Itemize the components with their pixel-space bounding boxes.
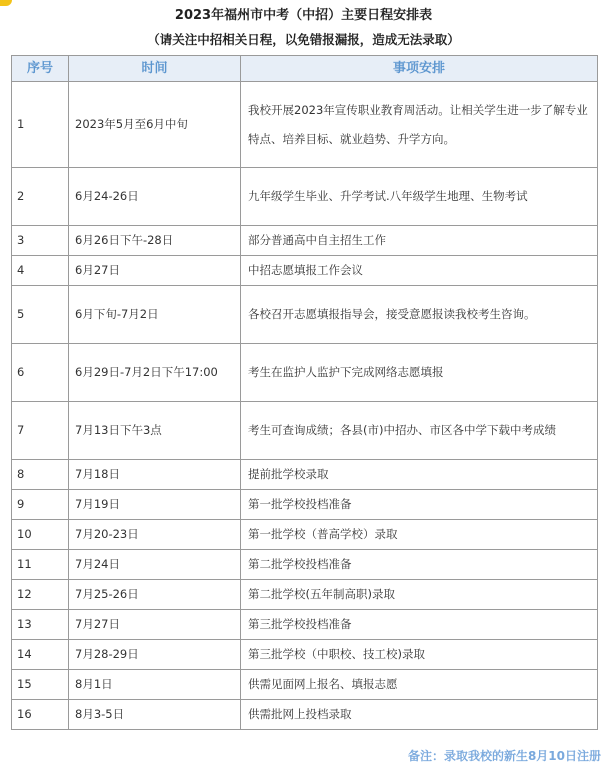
table-row	[12, 610, 598, 640]
row-number: 4	[12, 256, 69, 286]
row-number: 14	[12, 640, 69, 670]
row-date: 7月19日	[69, 490, 241, 520]
row-number: 13	[12, 610, 69, 640]
table-row	[12, 580, 598, 610]
table-row	[12, 460, 598, 490]
row-number: 6	[12, 344, 69, 402]
row-date: 6月下旬-7月2日	[69, 286, 241, 344]
row-number: 5	[12, 286, 69, 344]
row-number: 11	[12, 550, 69, 580]
table-row	[12, 490, 598, 520]
row-date: 7月18日	[69, 460, 241, 490]
schedule-table	[11, 55, 598, 730]
row-date: 8月1日	[69, 670, 241, 700]
table-row	[12, 286, 598, 344]
row-task: 提前批学校录取	[241, 460, 598, 490]
table-row	[12, 550, 598, 580]
row-date: 7月24日	[69, 550, 241, 580]
page-subtitle: （请关注中招相关日程，以免错报漏报，造成无法录取）	[147, 32, 460, 47]
row-task: 供需见面网上报名、填报志愿	[241, 670, 598, 700]
row-task: 各校召开志愿填报指导会，接受意愿报读我校考生咨询。	[241, 286, 598, 344]
table-header-row	[12, 56, 598, 82]
row-number: 7	[12, 402, 69, 460]
row-task: 考生在监护人监护下完成网络志愿填报	[241, 344, 598, 402]
row-date: 8月3-5日	[69, 700, 241, 730]
row-date: 7月28-29日	[69, 640, 241, 670]
row-date: 2023年5月至6月中旬	[69, 82, 241, 168]
row-date: 7月25-26日	[69, 580, 241, 610]
column-header-date: 时间	[69, 56, 241, 82]
row-number: 8	[12, 460, 69, 490]
table-row	[12, 402, 598, 460]
row-task: 考生可查询成绩；各县(市)中招办、市区各中学下载中考成绩	[241, 402, 598, 460]
row-task: 第三批学校投档准备	[241, 610, 598, 640]
row-task: 第二批学校(五年制高职)录取	[241, 580, 598, 610]
table-row	[12, 640, 598, 670]
table-row	[12, 256, 598, 286]
row-task: 第二批学校投档准备	[241, 550, 598, 580]
row-number: 3	[12, 226, 69, 256]
row-task: 九年级学生毕业、升学考试.八年级学生地理、生物考试	[241, 168, 598, 226]
row-number: 10	[12, 520, 69, 550]
row-task: 部分普通高中自主招生工作	[241, 226, 598, 256]
row-date: 7月20-23日	[69, 520, 241, 550]
table-row	[12, 670, 598, 700]
column-header-task: 事项安排	[241, 56, 598, 82]
table-row	[12, 700, 598, 730]
row-task: 第一批学校（普高学校）录取	[241, 520, 598, 550]
row-date: 7月27日	[69, 610, 241, 640]
table-row	[12, 82, 598, 168]
row-number: 2	[12, 168, 69, 226]
row-number: 15	[12, 670, 69, 700]
row-date: 7月13日下午3点	[69, 402, 241, 460]
table-row	[12, 226, 598, 256]
table-row	[12, 520, 598, 550]
row-task: 供需批网上投档录取	[241, 700, 598, 730]
row-date: 6月29日-7月2日下午17:00	[69, 344, 241, 402]
row-task: 我校开展2023年宣传职业教育周活动。让相关学生进一步了解专业特点、培养目标、就业趋势、升学方向。	[241, 82, 598, 168]
row-task: 第一批学校投档准备	[241, 490, 598, 520]
row-task: 中招志愿填报工作会议	[241, 256, 598, 286]
table-row	[12, 344, 598, 402]
table-row	[12, 168, 598, 226]
row-number: 12	[12, 580, 69, 610]
row-date: 6月27日	[69, 256, 241, 286]
row-date: 6月24-26日	[69, 168, 241, 226]
column-header-no: 序号	[12, 56, 69, 82]
page-title: 2023年福州市中考（中招）主要日程安排表	[174, 8, 433, 23]
row-task: 第三批学校（中职校、技工校)录取	[241, 640, 598, 670]
row-number: 9	[12, 490, 69, 520]
row-date: 6月26日下午-28日	[69, 226, 241, 256]
row-number: 16	[12, 700, 69, 730]
footer-note: 备注：录取我校的新生8月10日注册	[407, 749, 601, 763]
row-number: 1	[12, 82, 69, 168]
